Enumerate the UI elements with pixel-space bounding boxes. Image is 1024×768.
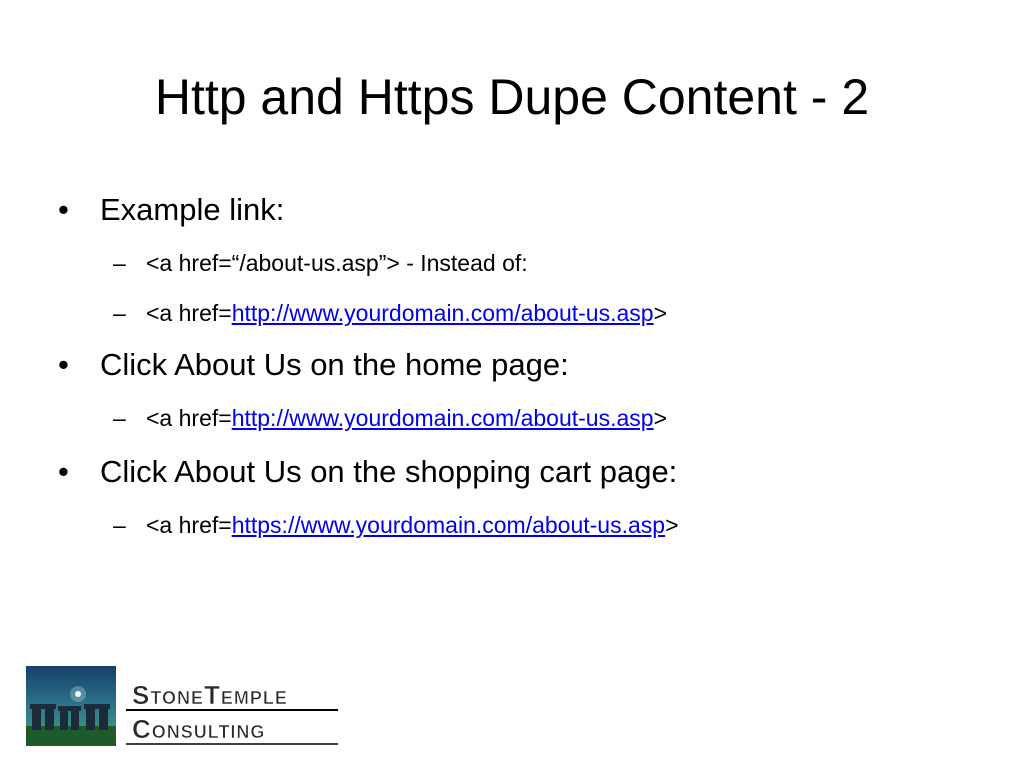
bullet-item-home-page: Click About Us on the home page:: [100, 347, 569, 382]
subitem-relative-href: [146, 248, 528, 278]
dash-marker: –: [113, 300, 126, 326]
dash-marker: –: [113, 250, 126, 276]
bullet-marker: •: [58, 192, 69, 227]
url-link[interactable]: http://www.yourdomain.com/about-us.asp: [231, 405, 654, 431]
subitem-prefix: <a href=“/about-us.asp”> - Instead of:: [146, 250, 528, 276]
bullet-item-example-link: Example link:: [100, 192, 285, 227]
subitem-prefix: <a href=: [146, 405, 232, 431]
subitem-suffix: >: [665, 512, 679, 538]
subitem-suffix: >: [653, 405, 667, 431]
url-link[interactable]: https://www.yourdomain.com/about-us.asp: [231, 512, 666, 538]
logo-line1: StoneTemple: [132, 680, 288, 710]
bullet-item-shopping-cart: Click About Us on the shopping cart page:: [100, 454, 678, 489]
stonehenge-night-icon: [26, 666, 346, 746]
slide-title: Http and Https Dupe Content - 2: [154, 69, 870, 125]
bullet-marker: •: [58, 347, 69, 382]
subitem-prefix: <a href=: [146, 300, 232, 326]
logo-line2: Consulting: [132, 714, 266, 744]
dash-marker: –: [113, 405, 126, 431]
dash-marker: –: [113, 512, 126, 538]
bullet-marker: •: [58, 454, 69, 489]
subitem-absolute-href: [146, 298, 667, 328]
stonetemple-logo: [26, 666, 346, 746]
subitem-suffix: >: [653, 300, 667, 326]
subitem-home-href: [146, 403, 667, 433]
url-link[interactable]: http://www.yourdomain.com/about-us.asp: [231, 300, 654, 326]
subitem-prefix: <a href=: [146, 512, 232, 538]
subitem-cart-href: [146, 510, 679, 540]
